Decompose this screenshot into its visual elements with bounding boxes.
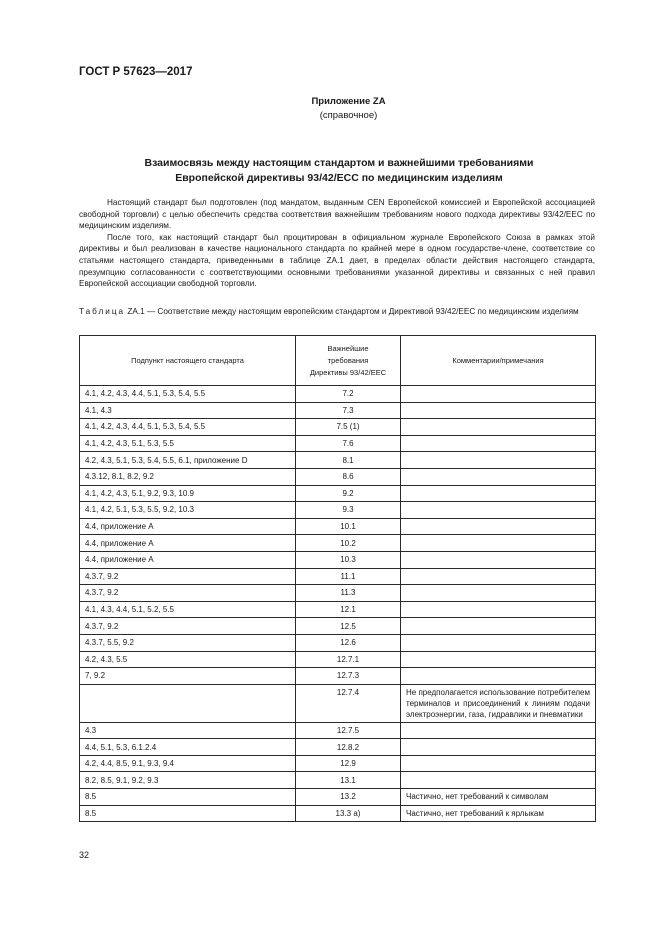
cell-clause: 4.1, 4.2, 5.1, 5.3, 5.5, 9.2, 10.3 <box>80 502 296 519</box>
cell-comment <box>401 668 596 685</box>
cell-comment <box>401 502 596 519</box>
table-row <box>80 772 596 789</box>
cell-comment <box>401 535 596 552</box>
cell-requirement: 12.9 <box>296 755 401 772</box>
paragraph-1: Настоящий стандарт был подготовлен (под мандатом, выданным CEN Европейской комиссией и Европейской ассоциацией свободной торговли) с целью обеспечить средства соответствия важнейшим требованиям нового подхода директивы 93/42/EEC по медицинским изделиям. <box>79 198 595 231</box>
header-req-line-1: Важнейшие <box>327 343 369 353</box>
cell-requirement: 11.3 <box>296 585 401 602</box>
header-requirements <box>296 336 401 386</box>
cell-clause: 4.3.12, 8.1, 8.2, 9.2 <box>80 468 296 485</box>
table-header-row <box>80 336 596 386</box>
table-row <box>80 601 596 618</box>
section-heading <box>79 156 599 186</box>
cell-clause: 4.1, 4.2, 4.3, 4.4, 5.1, 5.3, 5.4, 5.5 <box>80 386 296 403</box>
page-number: 32 <box>79 850 90 860</box>
cell-requirement: 7.6 <box>296 435 401 452</box>
header-comments: Комментарии/примечания <box>401 336 596 386</box>
header-req-line-3: Директивы 93/42/EEC <box>309 367 387 377</box>
cell-requirement: 12.8.2 <box>296 739 401 756</box>
paragraph-2: После того, как настоящий стандарт был процитирован в официальном журнале Европейского Союза в рамках этой директивы и был реализован в качестве национального стандарта по крайней мере в одном государстве-члене, соответствие со статьями настоящего стандарта, приведенными в таблице ZA.1 дает, в пределах области действия настоящего стандарта, презумпцию согласованности с соответствующими основными требованиями указанной директивы и связанных с ней правил Европейской ассоциации свободной торговли. <box>79 232 595 289</box>
cell-comment <box>401 551 596 568</box>
cell-requirement: 12.7.1 <box>296 651 401 668</box>
table-caption-label: Таблица <box>79 307 126 316</box>
table-body <box>80 386 596 822</box>
table-row <box>80 568 596 585</box>
cell-requirement: 12.5 <box>296 618 401 635</box>
table-row <box>80 518 596 535</box>
cell-comment <box>401 386 596 403</box>
cell-clause: 4.3.7, 9.2 <box>80 568 296 585</box>
cell-clause: 4.1, 4.2, 4.3, 5.1, 9.2, 9.3, 10.9 <box>80 485 296 502</box>
cell-requirement: 13.3 a) <box>296 805 401 822</box>
table-row <box>80 722 596 739</box>
table-row <box>80 618 596 635</box>
table-row <box>80 805 596 822</box>
cell-comment <box>401 402 596 419</box>
cell-clause: 4.2, 4.3, 5.5 <box>80 651 296 668</box>
cell-comment <box>401 419 596 436</box>
header-req-line-2: требования <box>327 355 369 365</box>
table-row <box>80 651 596 668</box>
cell-comment <box>401 485 596 502</box>
cell-comment: Частично, нет требований к ярлыкам <box>401 805 596 822</box>
cell-clause: 8.5 <box>80 789 296 806</box>
cell-clause: 8.2, 8.5, 9.1, 9.2, 9.3 <box>80 772 296 789</box>
cell-comment <box>401 634 596 651</box>
cell-requirement: 10.2 <box>296 535 401 552</box>
cell-clause <box>80 684 296 722</box>
table-row <box>80 755 596 772</box>
table-row <box>80 386 596 403</box>
cell-requirement: 7.3 <box>296 402 401 419</box>
cell-comment <box>401 601 596 618</box>
cell-clause: 4.3.7, 5.5, 9.2 <box>80 634 296 651</box>
cell-comment <box>401 618 596 635</box>
table-row <box>80 452 596 469</box>
table-row <box>80 485 596 502</box>
cell-clause: 4.4, приложение А <box>80 551 296 568</box>
cell-clause: 4.2, 4.3, 5.1, 5.3, 5.4, 5.5, 6.1, приложение D <box>80 452 296 469</box>
table-row <box>80 551 596 568</box>
cell-comment <box>401 435 596 452</box>
cell-clause: 4.4, приложение А <box>80 518 296 535</box>
cell-clause: 4.3.7, 9.2 <box>80 585 296 602</box>
cell-clause: 4.4, приложение А <box>80 535 296 552</box>
body-text <box>79 197 595 290</box>
table-row <box>80 789 596 806</box>
cell-comment <box>401 772 596 789</box>
table-caption-text: ZA.1 — Соответствие между настоящим европейским стандартом и Директивой 93/42/EEC по медицинским изделиям <box>127 307 579 316</box>
cell-comment <box>401 568 596 585</box>
table-row <box>80 502 596 519</box>
header-clause: Подпункт настоящего стандарта <box>80 336 296 386</box>
cell-requirement: 13.2 <box>296 789 401 806</box>
cell-clause: 4.1, 4.3, 4.4, 5.1, 5.2, 5.5 <box>80 601 296 618</box>
heading-line-2: Европейской директивы 93/42/ЕСС по медицинским изделиям <box>175 172 503 184</box>
cell-clause: 4.1, 4.2, 4.3, 4.4, 5.1, 5.3, 5.4, 5.5 <box>80 419 296 436</box>
table-row <box>80 402 596 419</box>
cell-comment <box>401 518 596 535</box>
cell-requirement: 9.2 <box>296 485 401 502</box>
cell-requirement: 10.1 <box>296 518 401 535</box>
appendix-label <box>0 95 661 123</box>
document-code: ГОСТ Р 57623—2017 <box>79 66 193 78</box>
table-caption <box>79 306 595 318</box>
cell-requirement: 12.7.3 <box>296 668 401 685</box>
table-row <box>80 435 596 452</box>
cell-requirement: 12.6 <box>296 634 401 651</box>
cell-requirement: 7.5 (1) <box>296 419 401 436</box>
table-row <box>80 419 596 436</box>
cell-clause: 4.1, 4.3 <box>80 402 296 419</box>
table-row <box>80 668 596 685</box>
table-row <box>80 585 596 602</box>
cell-clause: 4.1, 4.2, 4.3, 5.1, 5.3, 5.5 <box>80 435 296 452</box>
cell-requirement: 8.1 <box>296 452 401 469</box>
cell-comment <box>401 739 596 756</box>
cell-requirement: 12.7.4 <box>296 684 401 722</box>
cell-comment <box>401 755 596 772</box>
cell-clause: 8.5 <box>80 805 296 822</box>
cell-requirement: 8.6 <box>296 468 401 485</box>
cell-clause: 4.3.7, 9.2 <box>80 618 296 635</box>
cell-clause: 4.2, 4.4, 8.5, 9.1, 9.3, 9.4 <box>80 755 296 772</box>
cell-requirement: 12.7.5 <box>296 722 401 739</box>
cell-comment <box>401 452 596 469</box>
cell-clause: 7, 9.2 <box>80 668 296 685</box>
cell-clause: 4.4, 5.1, 5.3, 6.1.2.4 <box>80 739 296 756</box>
cell-comment <box>401 468 596 485</box>
cell-comment <box>401 651 596 668</box>
table-row <box>80 634 596 651</box>
cell-requirement: 12.1 <box>296 601 401 618</box>
cell-requirement: 13.1 <box>296 772 401 789</box>
heading-line-1: Взаимосвязь между настоящим стандартом и важнейшими требованиями <box>144 157 534 169</box>
table-row <box>80 468 596 485</box>
appendix-subtitle: (справочное) <box>319 110 378 121</box>
cell-requirement: 7.2 <box>296 386 401 403</box>
table-row <box>80 739 596 756</box>
table-row <box>80 535 596 552</box>
cell-requirement: 11.1 <box>296 568 401 585</box>
cell-requirement: 10.3 <box>296 551 401 568</box>
cell-comment <box>401 585 596 602</box>
appendix-title: Приложение ZA <box>311 96 386 107</box>
table-row <box>80 684 596 722</box>
cell-clause: 4.3 <box>80 722 296 739</box>
correspondence-table <box>79 335 596 822</box>
cell-requirement: 9.3 <box>296 502 401 519</box>
cell-comment: Частично, нет требований к символам <box>401 789 596 806</box>
cell-comment <box>401 722 596 739</box>
cell-comment: Не предполагается использование потребителем терминалов и присоединений к линиям подачи электроэнергии, газа, гидравлики и пневматики <box>401 684 596 722</box>
